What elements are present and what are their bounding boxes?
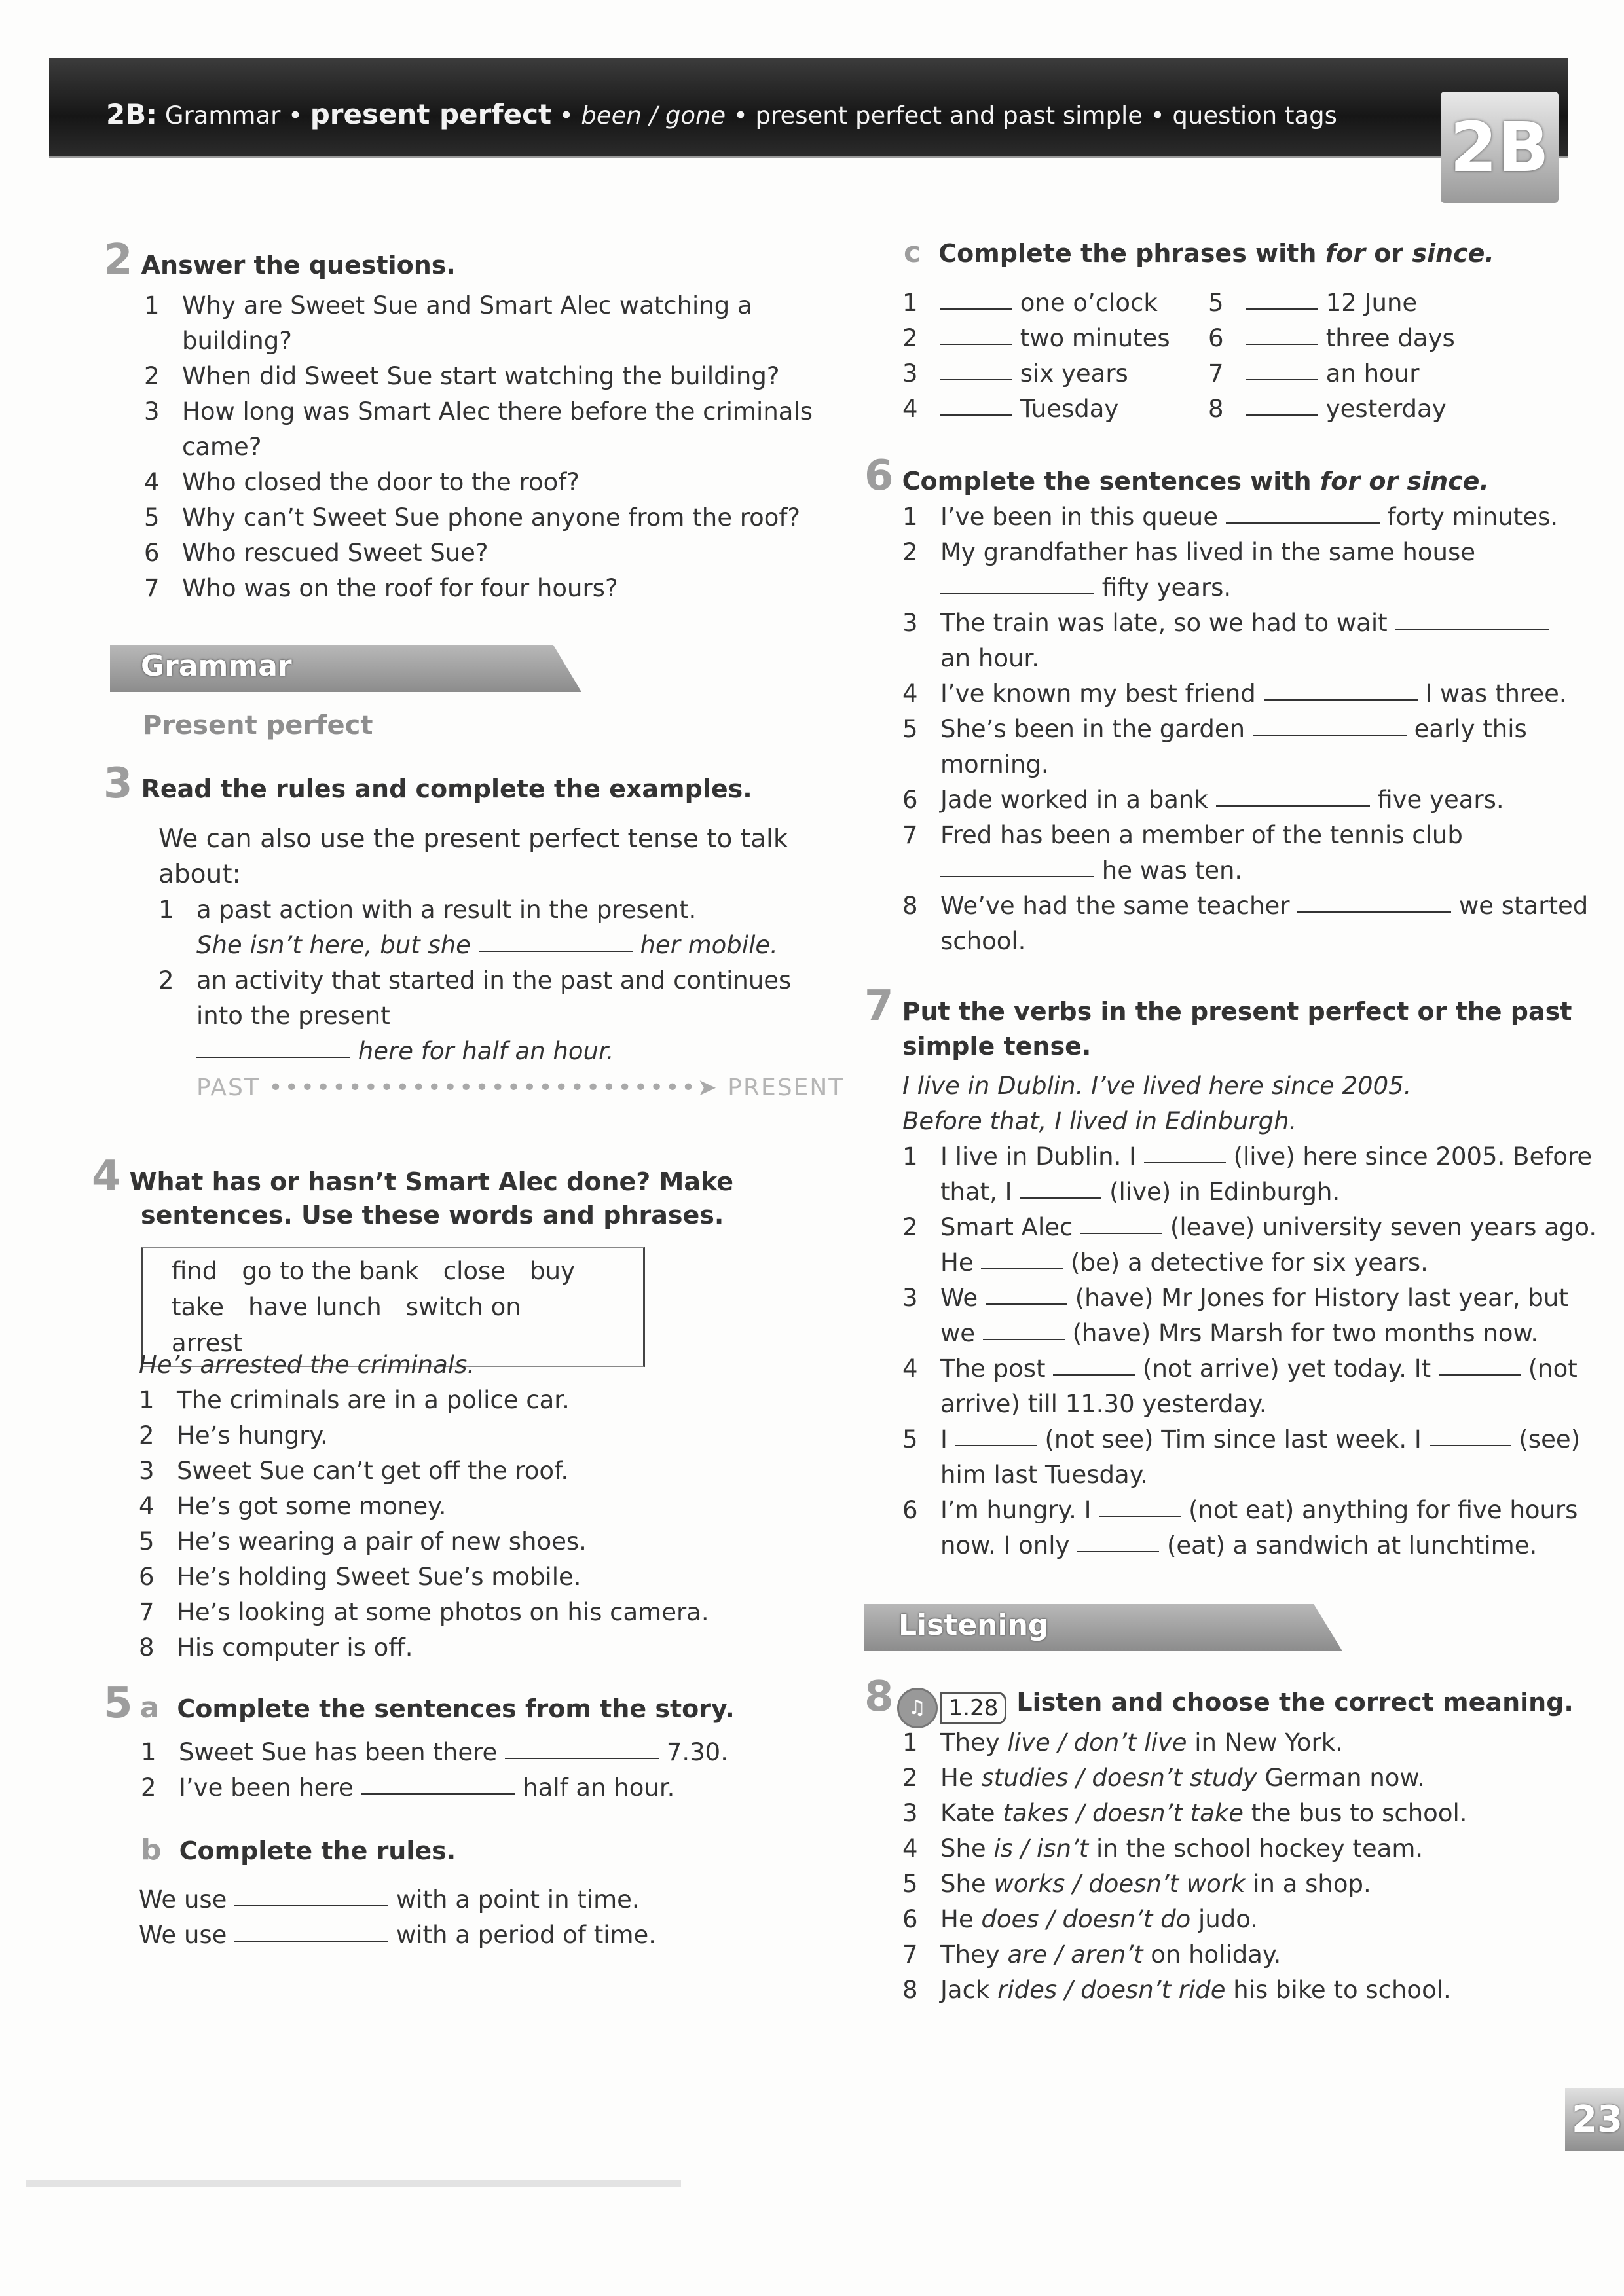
header-part3: • present perfect and past simple • question tags [733, 101, 1337, 130]
answer-blank[interactable] [940, 308, 1012, 310]
list-item: 7 They are / aren’t on holiday. [902, 1941, 1282, 1969]
list-item: 2 When did Sweet Sue start watching the building? [144, 362, 780, 390]
answer-blank[interactable] [234, 1904, 388, 1906]
exercise-8-heading [864, 1673, 1574, 1728]
list-item-continuation: morning. [940, 750, 1049, 778]
rule-item: 1 a past action with a result in the present. [158, 896, 697, 924]
exercise-title: Complete the rules. [179, 1836, 456, 1865]
answer-blank[interactable] [986, 1303, 1067, 1305]
unit-code: 2B: [106, 98, 158, 130]
list-item: 1 They live / don’t live in New York. [902, 1728, 1343, 1757]
word-option: switch on [405, 1293, 521, 1321]
exercise-number: 5 [103, 1679, 133, 1728]
answer-blank[interactable] [940, 875, 1094, 877]
choice-option[interactable]: studies / doesn’t study [981, 1764, 1257, 1792]
exercise-3-heading [103, 759, 752, 808]
rule-item-continuation: into the present [196, 1002, 390, 1030]
list-item-continuation: came? [182, 433, 262, 461]
unit-tab: 2B [1441, 92, 1559, 203]
exercise-title: Listen and choose the correct meaning. [1016, 1688, 1574, 1717]
exercise-5b-list [139, 1882, 656, 1953]
answer-blank[interactable] [1216, 805, 1370, 807]
exercise-5a-list [141, 1735, 728, 1806]
example-sentence: Before that, I lived in Edinburgh. [902, 1107, 1297, 1135]
list-item: 5 Why can’t Sweet Sue phone anyone from the roof? [144, 503, 801, 532]
exercise-letter: a [139, 1691, 160, 1724]
exercise-title: Complete the phrases with for or since. [938, 239, 1494, 268]
rule-line: We use with a point in time. [139, 1886, 640, 1914]
list-item: 1 The criminals are in a police car. [139, 1386, 570, 1414]
answer-blank[interactable] [1099, 1515, 1181, 1517]
word-option: have lunch [248, 1293, 382, 1321]
scan-artifact [26, 2180, 681, 2187]
exercise-title-line2: sentences. Use these words and phrases. [141, 1201, 724, 1230]
answer-blank[interactable] [196, 1056, 350, 1058]
exercise-letter: c [904, 236, 921, 269]
exercise-letter: b [141, 1833, 162, 1867]
answer-blank[interactable] [1253, 734, 1407, 736]
list-item: 4 Who closed the door to the roof? [144, 468, 580, 496]
list-item: 1 one o’clock [902, 289, 1158, 317]
list-item-continuation: arrive) till 11.30 yesterday. [940, 1390, 1267, 1418]
list-item: 5 He’s wearing a pair of new shoes. [139, 1527, 587, 1556]
exercise-number: 7 [864, 982, 894, 1030]
list-item-continuation: an hour. [940, 644, 1039, 672]
answer-blank[interactable] [505, 1757, 659, 1759]
exercise-title: Complete the sentences with for or since. [902, 467, 1489, 496]
audio-cd-icon[interactable]: ♫ [897, 1688, 938, 1728]
list-item: 4 The post (not arrive) yet today. It (not [902, 1355, 1578, 1383]
choice-option[interactable]: is / isn’t [993, 1834, 1089, 1863]
answer-blank[interactable] [1395, 628, 1549, 630]
exercise-7-list [902, 1068, 1596, 1563]
answer-blank[interactable] [940, 378, 1012, 380]
exercise-title: Read the rules and complete the examples. [141, 774, 752, 803]
exercise-2-heading [103, 236, 456, 284]
list-item: 4 She is / isn’t in the school hockey team. [902, 1834, 1424, 1863]
exercise-4-list [139, 1347, 709, 1666]
answer-blank[interactable] [1246, 343, 1318, 345]
list-item: 3 We (have) Mr Jones for History last year, but [902, 1284, 1568, 1312]
list-item: 5 She’s been in the garden early this [902, 715, 1527, 743]
exercise-5b-heading [141, 1833, 456, 1867]
header-title [106, 98, 1337, 130]
exercise-number: 3 [103, 759, 133, 808]
exercise-5a-heading [103, 1679, 735, 1728]
list-item: 5 I (not see) Tim since last week. I (see) [902, 1425, 1581, 1453]
word-option: close [443, 1257, 506, 1285]
exercise-title: What has or hasn’t Smart Alec done? Make [129, 1167, 734, 1196]
header-part2: • [559, 101, 574, 130]
list-item: 2 He’s hungry. [139, 1421, 328, 1449]
list-item-continuation: him last Tuesday. [940, 1461, 1149, 1489]
exercise-title: Put the verbs in the present perfect or the past [902, 997, 1572, 1026]
answer-blank[interactable] [361, 1793, 515, 1795]
answer-blank[interactable] [1020, 1197, 1101, 1199]
list-item: 6 Jade worked in a bank five years. [902, 786, 1504, 814]
timeline-present: PRESENT [728, 1074, 845, 1101]
choice-option[interactable]: does / doesn’t do [981, 1905, 1191, 1933]
list-item: 3 Kate takes / doesn’t take the bus to school. [902, 1799, 1467, 1827]
exercise-number: 2 [103, 236, 133, 284]
list-item: 6 Who rescued Sweet Sue? [144, 539, 489, 567]
word-option: take [172, 1293, 225, 1321]
answer-blank[interactable] [1077, 1550, 1159, 1552]
list-item: 8 Jack rides / doesn’t ride his bike to school. [902, 1976, 1451, 2004]
list-item: 1 Sweet Sue has been there 7.30. [141, 1738, 728, 1766]
exercise-3-rules [158, 822, 844, 1101]
header-part1: Grammar • [164, 101, 303, 130]
answer-blank[interactable] [981, 1267, 1063, 1269]
answer-blank[interactable] [479, 950, 633, 952]
exercise-4-heading [92, 1152, 733, 1201]
answer-blank[interactable] [1144, 1161, 1226, 1163]
exercise-7-heading [864, 982, 1572, 1030]
exercise-number: 6 [864, 452, 894, 500]
exercise-5c-left-column [902, 285, 1170, 427]
list-item: 2 He studies / doesn’t study German now. [902, 1764, 1426, 1792]
list-item-continuation: that, I (live) in Edinburgh. [940, 1178, 1340, 1206]
list-item: 3 Sweet Sue can’t get off the roof. [139, 1457, 569, 1485]
word-option: arrest [172, 1329, 243, 1357]
answer-blank[interactable] [940, 592, 1094, 594]
list-item: 8 We’ve had the same teacher we started [902, 892, 1589, 920]
example-sentence: I live in Dublin. I’ve lived here since 2005. [902, 1072, 1412, 1100]
list-item: 3 six years [902, 359, 1128, 388]
example-sentence: He’s arrested the criminals. [139, 1351, 475, 1379]
list-item-continuation: building? [182, 327, 292, 355]
answer-blank[interactable] [1226, 522, 1380, 524]
listening-banner-label: Listening [898, 1609, 1049, 1642]
word-option: find [172, 1257, 218, 1285]
list-item-continuation: school. [940, 927, 1026, 955]
answer-blank[interactable] [1080, 1232, 1162, 1234]
header-topic: present perfect [310, 98, 552, 130]
list-item: 3 How long was Smart Alec there before the criminals [144, 397, 813, 426]
list-item: 7 Who was on the roof for four hours? [144, 574, 618, 602]
exercise-title: Complete the sentences from the story. [177, 1694, 735, 1723]
exercise-5c-right-column [1208, 285, 1455, 427]
list-item: 2 Smart Alec (leave) university seven years ago. [902, 1213, 1597, 1241]
list-item: 6 three days [1208, 324, 1455, 352]
audio-track-label: 1.28 [940, 1692, 1007, 1724]
choice-option[interactable]: are / aren’t [1007, 1941, 1143, 1969]
list-item: 6 He does / doesn’t do judo. [902, 1905, 1259, 1933]
exercise-6-list [902, 500, 1588, 959]
answer-blank[interactable] [1246, 308, 1318, 310]
word-option: go to the bank [242, 1257, 419, 1285]
list-item: 5 She works / doesn’t work in a shop. [902, 1870, 1371, 1898]
list-item-continuation: he was ten. [902, 853, 1588, 888]
choice-option[interactable]: rides / doesn’t ride [997, 1976, 1226, 2004]
rule-line: We use with a period of time. [139, 1921, 657, 1949]
answer-blank[interactable] [955, 1444, 1037, 1446]
page-number: 23 [1565, 2088, 1624, 2151]
grammar-banner-label: Grammar [141, 649, 292, 683]
answer-blank[interactable] [940, 343, 1012, 345]
exercise-2-list [144, 288, 813, 606]
answer-blank[interactable] [1439, 1374, 1521, 1376]
rule-example: here for half an hour. [158, 1034, 844, 1069]
exercise-8-list [902, 1725, 1467, 2008]
list-item: 4 He’s got some money. [139, 1492, 447, 1520]
list-item: 6 He’s holding Sweet Sue’s mobile. [139, 1563, 581, 1591]
grammar-subheading: Present perfect [143, 710, 373, 740]
answer-blank[interactable] [1264, 699, 1418, 701]
list-item-continuation: we (have) Mrs Marsh for two months now. [940, 1319, 1539, 1347]
list-item-continuation: fifty years. [902, 570, 1588, 606]
timeline [158, 1074, 844, 1101]
list-item: 4 Tuesday [902, 395, 1119, 423]
list-item: 8 His computer is off. [139, 1633, 413, 1662]
exercise-6-heading [864, 452, 1489, 500]
answer-blank[interactable] [1053, 1374, 1135, 1376]
choice-option[interactable]: live / don’t live [1007, 1728, 1187, 1757]
answer-blank[interactable] [940, 414, 1012, 416]
list-item: 1 Why are Sweet Sue and Smart Alec watching a [144, 291, 752, 319]
exercise-title-line2: simple tense. [902, 1032, 1092, 1061]
list-item: 5 12 June [1208, 289, 1418, 317]
choice-option[interactable]: takes / doesn’t take [1003, 1799, 1244, 1827]
rule-example: She isn’t here, but she her mobile. [196, 931, 778, 959]
list-item: 7 He’s looking at some photos on his camera. [139, 1598, 709, 1626]
rule-intro: We can also use the present perfect tense to talk [158, 824, 788, 854]
timeline-arrow: •••••••••••••••••••••••••••➤ [268, 1074, 719, 1101]
list-item: 7 Fred has been a member of the tennis club [902, 821, 1463, 849]
rule-item: 2 an activity that started in the past and continues [158, 966, 792, 994]
list-item: 4 I’ve known my best friend I was three. [902, 680, 1567, 708]
list-item: 1 I’ve been in this queue forty minutes. [902, 503, 1559, 531]
answer-blank[interactable] [1297, 911, 1451, 913]
list-item: 2 two minutes [902, 324, 1170, 352]
word-option: buy [530, 1257, 575, 1285]
list-item: 6 I’m hungry. I (not eat) anything for five hours [902, 1496, 1578, 1524]
answer-blank[interactable] [1246, 414, 1318, 416]
exercise-5c-heading [904, 236, 1494, 269]
list-item: 8 yesterday [1208, 395, 1447, 423]
answer-blank[interactable] [983, 1338, 1065, 1340]
list-item-continuation: now. I only (eat) a sandwich at lunchtime. [940, 1531, 1538, 1559]
list-item: 2 My grandfather has lived in the same house [902, 538, 1475, 566]
rule-intro: about: [158, 860, 241, 889]
list-item: 2 I’ve been here half an hour. [141, 1774, 675, 1802]
list-item-continuation: He (be) a detective for six years. [940, 1248, 1428, 1277]
exercise-number: 4 [92, 1152, 121, 1201]
exercise-title: Answer the questions. [141, 251, 456, 280]
answer-blank[interactable] [234, 1940, 388, 1942]
answer-blank[interactable] [1246, 378, 1318, 380]
choice-option[interactable]: works / doesn’t work [993, 1870, 1246, 1898]
header-italic: been / gone [581, 101, 726, 130]
list-item: 7 an hour [1208, 359, 1420, 388]
answer-blank[interactable] [1430, 1444, 1511, 1446]
exercise-number: 8 [864, 1673, 894, 1721]
list-item: 3 The train was late, so we had to wait [902, 606, 1588, 641]
list-item: 1 I live in Dublin. I (live) here since 2005. Before [902, 1142, 1593, 1171]
timeline-past: PAST [196, 1074, 260, 1101]
